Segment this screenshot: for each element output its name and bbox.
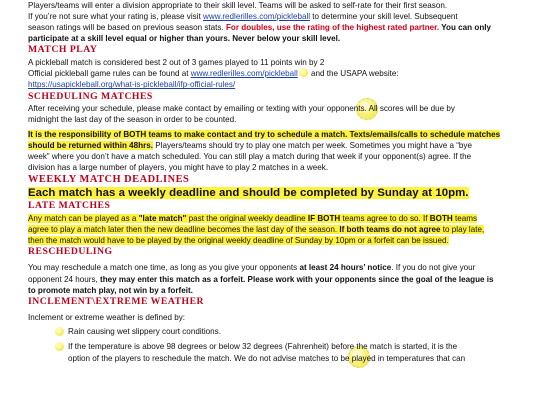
match-play-line-1: A pickleball match is considered best 2 out of 3 games played to 11 points win by 2 [28,57,325,67]
intro-line-3: season ratings will be based on previous season stats. For doubles, use the rating of the highest rated partner. You can only [28,22,492,32]
scheduling-line-3: It is the responsibility of BOTH teams to make contact and try to schedule a match. Texts/emails/calls to schedule matches [28,129,501,139]
late-heading: LATE MATCHES [28,200,111,212]
match-play-line-3 [28,79,542,90]
pickleball-bullet-icon [55,342,64,351]
weather-bullet-1: Rain causing wet slippery court conditions. [28,326,542,337]
scheduling-line-5: week” where you don’t have a match scheduled. You can still play a match during that week if your opponent(s) agree. If the [28,152,472,162]
late-line-3: then the match would have to be played by the original weekly deadline of Sunday by 10pm or a forfeit can be issued. [28,236,449,246]
pickleball-bullet-icon [55,327,64,336]
usapa-link[interactable]: https://usapickleball.org/what-is-pickleball/ifp-official-rules/ [28,80,236,90]
reschedule-heading: RESCHEDULING [28,246,113,258]
rules-link[interactable]: www.redlerilles.com/pickleball [190,69,298,79]
match-play-heading: MATCH PLAY [28,44,98,56]
late-line-1: Any match can be played as a "late match" past the original weekly deadline IF BOTH teams agree to do so. If BOTH teams [28,213,478,223]
weather-intro: Inclement or extreme weather is defined by: [28,312,186,322]
pickleball-icon [299,68,308,77]
intro-line-2: If you’re not sure what your rating is, please visit www.redlerilles.com/pickleball to determine your skill level. Subsequent [28,11,458,21]
weather-bullet-2-cont: option of the players to reschedule the match. We do not advise matches to be played in temperatures that can [68,354,466,364]
late-line-2: agree to play a match later then the new deadline becomes the last day of the season. If both teams do not agree to play late, [28,225,485,235]
reschedule-line-3: to promote match play, not win by a forfeit. [28,285,193,295]
scheduling-line-4: should be returned within 48hrs. Players/teams should try to play one match per week. Sometimes you might have a “bye [28,141,472,151]
scheduling-line-2: midnight the last day of the season in order to be counted. [28,115,237,125]
match-play-line-2: Official pickleball game rules can be found at www.redlerilles.com/pickleball and the USAPA website: [28,69,399,79]
weather-bullet-2: If the temperature is above 98 degrees or below 32 degrees (Fahrenheit) before the match is started, it is the [28,341,542,352]
weekly-line: Each match has a weekly deadline and should be completed by Sunday at 10pm. [28,187,469,200]
intro-line-4: participate at a skill level equal or higher than yours. Never below your skill level. [28,34,341,44]
reschedule-line-1: You may reschedule a match one time, as long as you give your opponents at least 24 hours’ notice. If you do not give your [28,263,476,273]
document-page [28,0,542,364]
scheduling-line-6: division has a large number of players, you might have to play 2 matches in a week. [28,163,329,173]
scheduling-heading: SCHEDULING MATCHES [28,90,153,102]
skill-link[interactable]: www.redlerilles.com/pickleball [203,11,311,21]
intro-line-1: Players/teams will enter a division appropriate to their skill level. Teams will be asked to self-rate for their first season. [28,0,448,10]
weekly-heading: WEEKLY MATCH DEADLINES [28,173,190,185]
weather-heading: INCLEMENT\EXTREME WEATHER [28,295,205,307]
scheduling-line-1: After receiving your schedule, please make contact by emailing or texting with your opponents. All scores will be due by [28,104,455,114]
reschedule-line-2: opponent 24 hours, they may enter this match as a forfeit. Please work with your opponents since the goal of the league is [28,274,494,284]
